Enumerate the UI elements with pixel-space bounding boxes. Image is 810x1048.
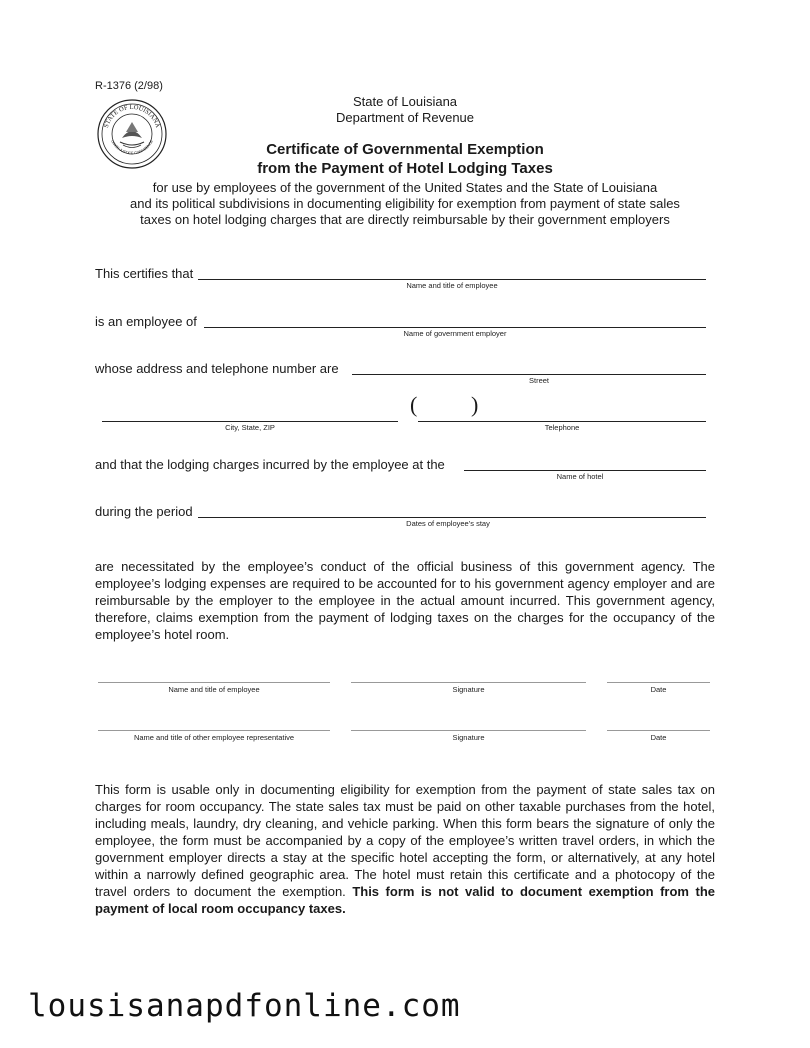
- representative-date-caption: Date: [650, 733, 667, 742]
- telephone-paren-open: (: [410, 392, 418, 417]
- seal-motto: UNION JUSTICE CONFIDENCE: [110, 139, 154, 156]
- state-name: State of Louisiana: [352, 94, 458, 109]
- representative-name-title-line[interactable]: [98, 730, 330, 731]
- employee-date-line[interactable]: [607, 682, 710, 683]
- seal-text: STATE OF LOUISIANA: [102, 103, 162, 129]
- telephone-paren-close: ): [471, 392, 479, 417]
- street-field[interactable]: [352, 374, 706, 375]
- form-title-line2: from the Payment of Hotel Lodging Taxes: [257, 160, 553, 177]
- employee-signature-line[interactable]: [351, 682, 586, 683]
- telephone-field[interactable]: [418, 421, 706, 422]
- purpose-line1: for use by employees of the government of the United States and the State of Louisiana: [152, 180, 658, 195]
- employer-label: is an employee of: [95, 314, 197, 329]
- employee-name-field[interactable]: [198, 279, 706, 280]
- purpose-line3: taxes on hotel lodging charges that are directly reimbursable by their government employers: [140, 212, 670, 227]
- employee-date-caption: Date: [650, 685, 667, 694]
- telephone-caption: Telephone: [544, 423, 580, 432]
- stay-dates-caption: Dates of employee’s stay: [406, 519, 490, 528]
- period-label: during the period: [95, 504, 193, 519]
- department-name: Department of Revenue: [335, 110, 475, 125]
- hotel-name-field[interactable]: [464, 470, 706, 471]
- hotel-label: and that the lodging charges incurred by the employee at the: [95, 457, 445, 472]
- usage-notice: [95, 781, 715, 917]
- employer-name-field[interactable]: [204, 327, 706, 328]
- representative-signature-caption: Signature: [452, 733, 485, 742]
- usage-notice-text: This form is usable only in documenting eligibility for exemption from the payment of state sales tax on charges for room occupancy. The state sales tax must be paid on other taxable purchases from the hotel, including meals, laundry, dry cleaning, and vehicle parking. When this form bears the signature of only the employee, the form must be accompanied by a copy of the employee’s written travel orders, in which the government employer directs a stay at the specific hotel accepting the form, or alternatively, at any hotel within a narrowly defined geographic area. The hotel must retain this certificate and a photocopy of the travel orders to document the exemption.: [95, 782, 715, 899]
- employee-name-caption: Name and title of employee: [406, 281, 498, 290]
- certifies-label: This certifies that: [95, 266, 194, 281]
- footer-watermark: lousisanapdfonline.com: [28, 988, 461, 1024]
- employee-signature-caption: Signature: [452, 685, 485, 694]
- representative-signature-line[interactable]: [351, 730, 586, 731]
- city-state-zip-field[interactable]: [102, 421, 398, 422]
- employee-name-title-line[interactable]: [98, 682, 330, 683]
- hotel-name-caption: Name of hotel: [556, 472, 604, 481]
- employee-name-title-caption: Name and title of employee: [168, 685, 260, 694]
- representative-name-title-caption: Name and title of other employee representative: [133, 733, 295, 742]
- exemption-statement: are necessitated by the employee’s conduct of the official business of this government agency. The employee’s lodging expenses are required to be accounted for to his government agency employer and are reimbursable by the employer to the employee in the actual amount incurred. This government agency, therefore, claims exemption from the payment of lodging taxes on the charges for the occupancy of the employee’s hotel room.: [95, 559, 715, 642]
- street-caption: Street: [528, 376, 549, 385]
- purpose-line2: and its political subdivisions in documenting eligibility for exemption from payment of state sales: [130, 196, 680, 211]
- employer-name-caption: Name of government employer: [403, 329, 507, 338]
- representative-date-line[interactable]: [607, 730, 710, 731]
- usage-notice-bold: This form is not valid to document exemption from the payment of local room occupancy taxes.: [95, 884, 716, 916]
- form-title-line1: Certificate of Governmental Exemption: [266, 141, 544, 158]
- form-number: R-1376 (2/98): [95, 80, 163, 92]
- address-label: whose address and telephone number are: [95, 361, 339, 376]
- city-state-zip-caption: City, State, ZIP: [225, 423, 275, 432]
- stay-dates-field[interactable]: [198, 517, 706, 518]
